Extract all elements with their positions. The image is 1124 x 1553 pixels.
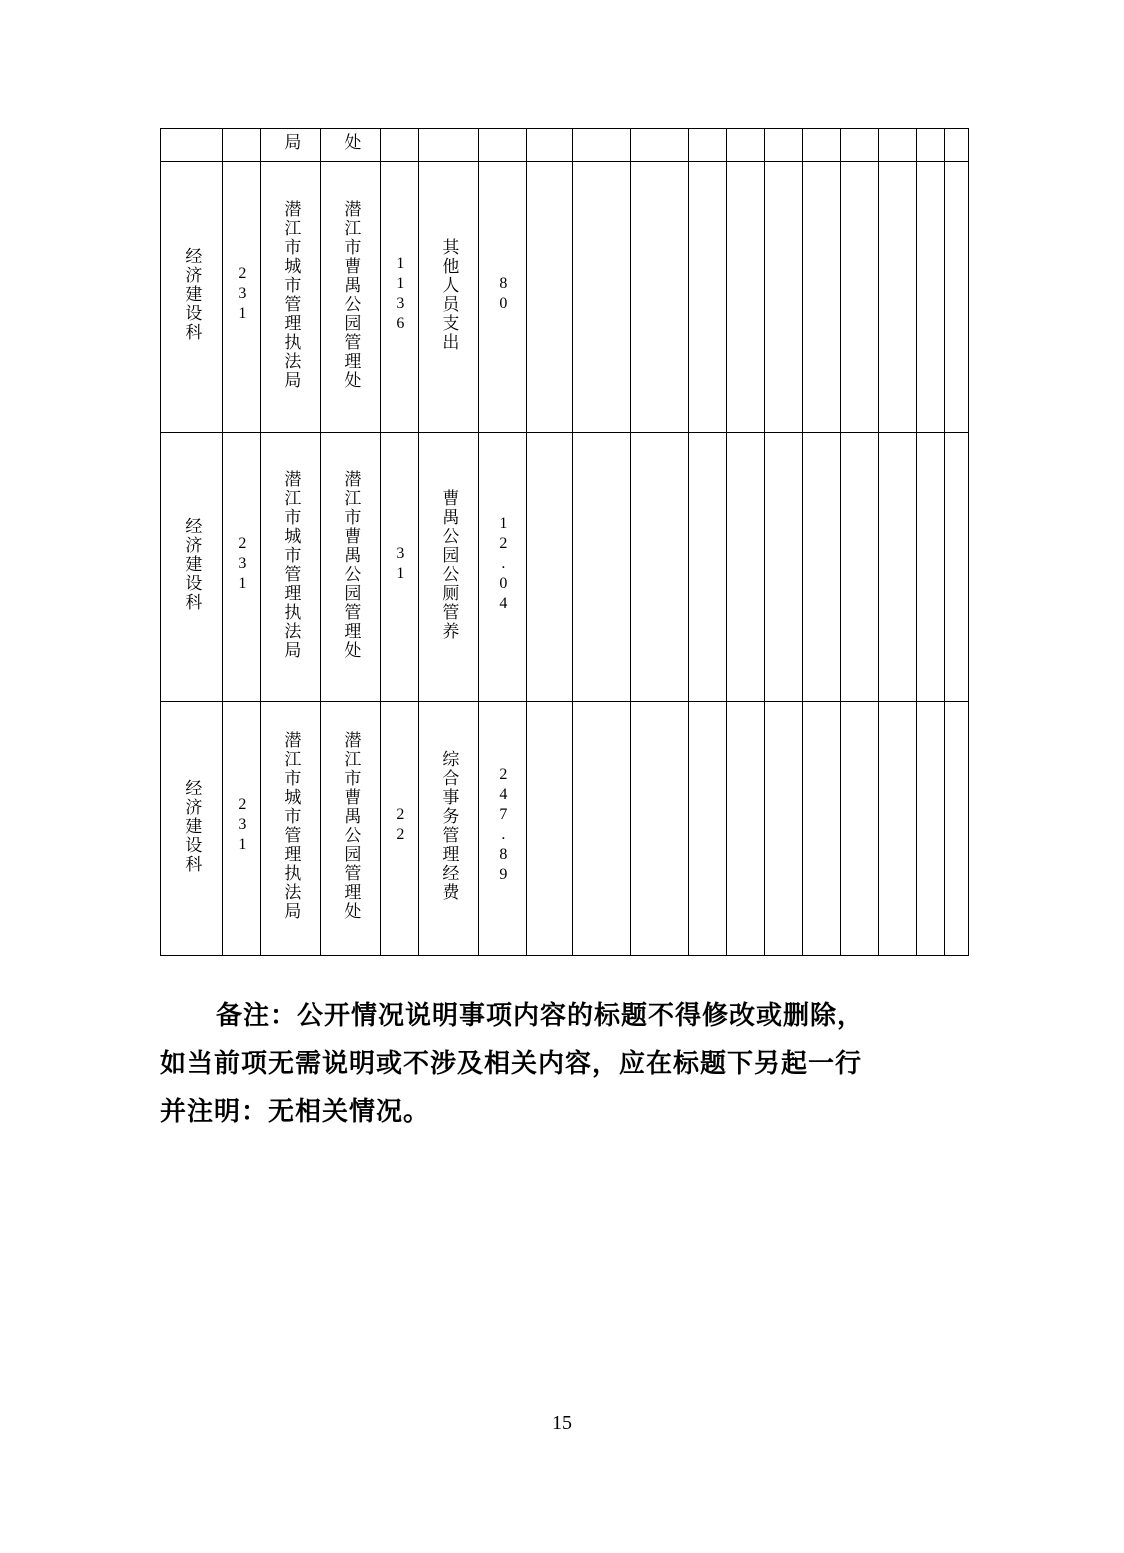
cell-unit: 潜江市城市管理执法局 xyxy=(261,702,321,956)
table-row xyxy=(161,702,969,956)
cell-code xyxy=(223,129,261,162)
note-line-1: 备注：公开情况说明事项内容的标题不得修改或删除， xyxy=(216,1001,865,1030)
cell-unit: 局 xyxy=(261,129,321,162)
cell-org: 潜江市曹禺公园管理处 xyxy=(321,162,381,433)
cell-empty xyxy=(689,433,727,702)
note-line-2: 如当前项无需说明或不涉及相关内容，应在标题下另起一行 xyxy=(160,1049,863,1078)
cell-department: 经济建设科 xyxy=(161,433,223,702)
cell-amount: 80 xyxy=(479,162,527,433)
cell-empty xyxy=(803,702,841,956)
cell-empty xyxy=(803,129,841,162)
cell-empty xyxy=(945,129,969,162)
cell-amount: 12.04 xyxy=(479,433,527,702)
cell-empty xyxy=(727,129,765,162)
cell-unit: 潜江市城市管理执法局 xyxy=(261,162,321,433)
cell-empty xyxy=(879,433,917,702)
cell-item-name xyxy=(419,129,479,162)
cell-empty xyxy=(841,129,879,162)
cell-empty xyxy=(573,129,631,162)
cell-empty xyxy=(945,702,969,956)
page-number: 15 xyxy=(552,1412,572,1434)
cell-empty xyxy=(727,702,765,956)
cell-empty xyxy=(917,433,945,702)
table-row xyxy=(161,162,969,433)
table-row xyxy=(161,129,969,162)
cell-empty xyxy=(689,129,727,162)
cell-empty xyxy=(727,162,765,433)
cell-item-code: 22 xyxy=(381,702,419,956)
cell-empty xyxy=(945,162,969,433)
cell-item-code: 31 xyxy=(381,433,419,702)
note-line-3: 并注明：无相关情况。 xyxy=(160,1097,431,1126)
cell-empty xyxy=(573,702,631,956)
cell-empty xyxy=(879,702,917,956)
cell-code: 231 xyxy=(223,702,261,956)
cell-empty xyxy=(841,433,879,702)
cell-empty xyxy=(765,129,803,162)
cell-department: 经济建设科 xyxy=(161,702,223,956)
cell-empty xyxy=(631,702,689,956)
cell-empty xyxy=(803,433,841,702)
cell-item-name: 其他人员支出 xyxy=(419,162,479,433)
cell-empty xyxy=(573,162,631,433)
cell-empty xyxy=(841,162,879,433)
cell-empty xyxy=(527,433,573,702)
cell-empty xyxy=(765,433,803,702)
cell-empty xyxy=(879,162,917,433)
cell-empty xyxy=(573,433,631,702)
table-row xyxy=(161,433,969,702)
cell-empty xyxy=(689,162,727,433)
cell-item-code xyxy=(381,129,419,162)
cell-code: 231 xyxy=(223,433,261,702)
cell-empty xyxy=(631,129,689,162)
cell-item-code: 1136 xyxy=(381,162,419,433)
cell-empty xyxy=(945,433,969,702)
cell-empty xyxy=(527,702,573,956)
cell-empty xyxy=(917,129,945,162)
cell-empty xyxy=(527,129,573,162)
cell-department xyxy=(161,129,223,162)
cell-unit: 潜江市城市管理执法局 xyxy=(261,433,321,702)
budget-table xyxy=(160,128,969,956)
cell-org: 处 xyxy=(321,129,381,162)
cell-department: 经济建设科 xyxy=(161,162,223,433)
cell-empty xyxy=(765,702,803,956)
cell-amount xyxy=(479,129,527,162)
cell-empty xyxy=(879,129,917,162)
cell-empty xyxy=(917,162,945,433)
cell-empty xyxy=(689,702,727,956)
cell-empty xyxy=(841,702,879,956)
cell-org: 潜江市曹禺公园管理处 xyxy=(321,433,381,702)
cell-code: 231 xyxy=(223,162,261,433)
cell-empty xyxy=(917,702,945,956)
cell-empty xyxy=(527,162,573,433)
cell-empty xyxy=(765,162,803,433)
cell-item-name: 曹禺公园公厕管养 xyxy=(419,433,479,702)
cell-item-name: 综合事务管理经费 xyxy=(419,702,479,956)
cell-empty xyxy=(631,162,689,433)
cell-empty xyxy=(631,433,689,702)
cell-empty xyxy=(727,433,765,702)
cell-amount: 247.89 xyxy=(479,702,527,956)
cell-empty xyxy=(803,162,841,433)
cell-org: 潜江市曹禺公园管理处 xyxy=(321,702,381,956)
note-paragraph xyxy=(160,992,960,1136)
